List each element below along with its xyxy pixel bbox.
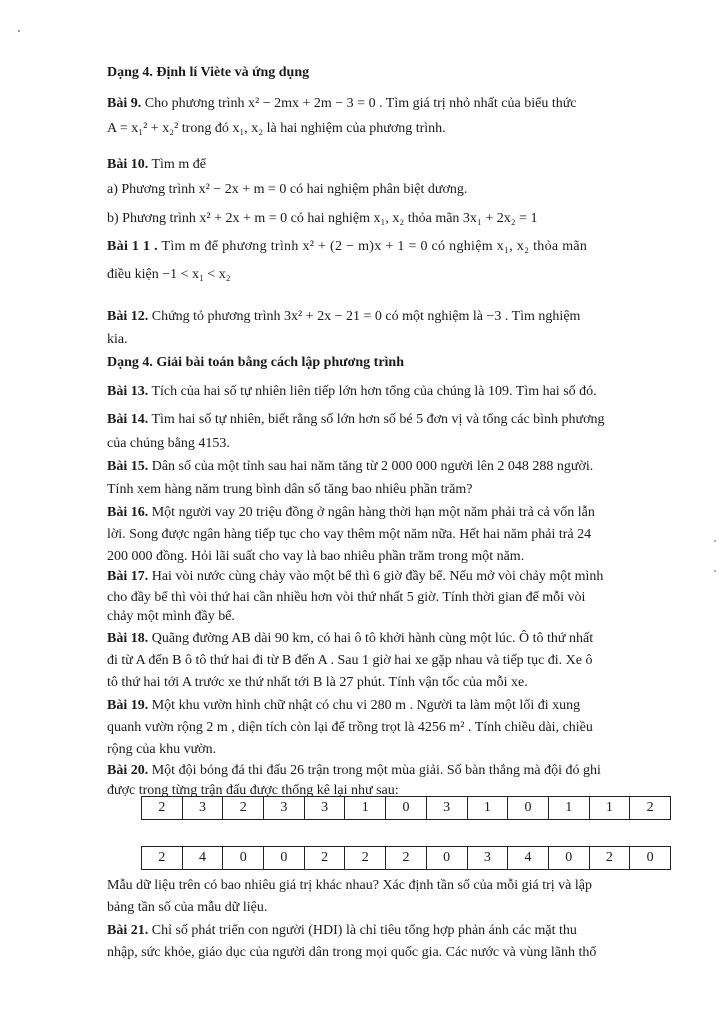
exercise-11-line-1 (107, 238, 587, 256)
table-cell: 2 (223, 797, 264, 820)
table-cell: 2 (630, 797, 671, 820)
exercise-text: Chứng tỏ phương trình 3x² + 2x − 21 = 0 có một nghiệm là −3 . Tìm nghiệm (148, 309, 581, 324)
exercise-10-part-b: b) Phương trình x² + 2x + m = 0 có hai nghiệm x₁, x₂ thỏa mãn 3x₁ + 2x₂ = 1 (107, 211, 538, 226)
table-cell: 3 (264, 797, 305, 820)
exercise-text: Một người vay 20 triệu đồng ở ngân hàng thời hạn một năm phải trả cả vốn lẫn (148, 505, 595, 520)
exercise-18-line-3: tô thứ hai tới A trước xe thứ nhất tới B là 27 phút. Tính vận tốc của mỗi xe. (107, 675, 528, 690)
exercise-15-line-2: Tính xem hàng năm trung bình dân số tăng bao nhiêu phần trăm? (107, 482, 473, 497)
exercise-12-line-2: kia. (107, 332, 128, 347)
table-row (142, 847, 671, 870)
exercise-20-line-2: được trong từng trận đấu được thống kê lại như sau: (107, 783, 399, 798)
exercise-label: Bài 18. (107, 631, 149, 646)
table-cell: 0 (630, 847, 671, 870)
table-cell: 3 (467, 847, 508, 870)
exercise-text: Quãng đường AB dài 90 km, có hai ô tô khởi hành cùng một lúc. Ô tô thứ nhất (148, 631, 594, 646)
exercise-text: Hai vòi nước cùng chảy vào một bể thì 6 giờ đầy bể. Nếu mở vòi chảy một mình (148, 569, 604, 584)
exercise-9-line-2: A = x₁² + x₂² trong đó x₁, x₂ là hai nghiệm của phương trình. (107, 121, 446, 136)
exercise-17-line-3: chảy một mình đầy bể. (107, 609, 235, 624)
exercise-11-line-2: điều kiện −1 < x₁ < x₂ (107, 267, 231, 282)
exercise-16-line-2: lời. Song được ngân hàng tiếp tục cho vay thêm một năm nữa. Hết hai năm phải trả 24 (107, 527, 592, 542)
exercise-label: Bài 1 1 . (107, 239, 158, 254)
exercise-19-line-3: rộng của khu vườn. (107, 742, 217, 757)
exercise-20-line-3: Mẫu dữ liệu trên có bao nhiêu giá trị khác nhau? Xác định tần số của mỗi giá trị và lập (107, 878, 592, 893)
exercise-text: Tìm m để (148, 157, 206, 172)
exercise-21-line-1 (107, 922, 577, 940)
table-cell: 2 (304, 847, 345, 870)
table-cell: 2 (345, 847, 386, 870)
section-heading-equations: Dạng 4. Giải bài toán bằng cách lập phương trình (107, 355, 405, 370)
exercise-15-line-1 (107, 458, 593, 476)
exercise-label: Bài 17. (107, 569, 149, 584)
table-row (142, 797, 671, 820)
table-cell: 0 (386, 797, 427, 820)
exercise-9-line-1 (107, 95, 577, 113)
scan-speck (18, 30, 20, 32)
scan-speck (714, 540, 716, 542)
exercise-18-line-1 (107, 630, 593, 648)
exercise-14-line-2: của chúng bằng 4153. (107, 436, 230, 451)
data-table-row-1 (141, 796, 671, 820)
exercise-12-line-1 (107, 308, 580, 326)
table-cell: 1 (548, 797, 589, 820)
exercise-14-line-1 (107, 411, 605, 429)
exercise-text: Cho phương trình x² − 2mx + 2m − 3 = 0 . Tìm giá trị nhỏ nhất của biểu thức (141, 96, 577, 111)
exercise-13-line-1 (107, 383, 597, 401)
exercise-text: Tìm hai số tự nhiên, biết rằng số lớn hơn số bé 5 đơn vị và tổng các bình phương (148, 412, 605, 427)
exercise-label: Bài 16. (107, 505, 149, 520)
scan-speck (714, 570, 716, 572)
table-cell: 0 (223, 847, 264, 870)
table-cell: 0 (426, 847, 467, 870)
exercise-label: Bài 9. (107, 96, 142, 111)
table-cell: 3 (304, 797, 345, 820)
exercise-label: Bài 12. (107, 309, 149, 324)
table-cell: 4 (182, 847, 223, 870)
exercise-label: Bài 21. (107, 923, 149, 938)
table-cell: 1 (345, 797, 386, 820)
table-cell: 2 (589, 847, 630, 870)
exercise-17-line-1 (107, 568, 603, 586)
table-cell: 1 (467, 797, 508, 820)
exercise-20-line-4: bảng tần số của mẫu dữ liệu. (107, 900, 268, 915)
exercise-16-line-1 (107, 504, 595, 522)
exercise-20-line-1 (107, 762, 601, 780)
exercise-21-line-2: nhập, sức khỏe, giáo dục của người dân trong mọi quốc gia. Các nước và vùng lãnh thổ (107, 945, 597, 960)
section-heading-viete: Dạng 4. Định lí Viète và ứng dụng (107, 65, 310, 80)
exercise-17-line-2: cho đầy bể thì vòi thứ hai cần nhiều hơn vòi thứ nhất 5 giờ. Tính thời gian để mỗi vòi (107, 590, 586, 605)
exercise-label: Bài 13. (107, 384, 149, 399)
exercise-10-part-a: a) Phương trình x² − 2x + m = 0 có hai nghiệm phân biệt dương. (107, 182, 468, 197)
table-cell: 1 (589, 797, 630, 820)
table-cell: 3 (182, 797, 223, 820)
exercise-text: Tìm m để phương trình x² + (2 − m)x + 1 = 0 có nghiệm x₁, x₂ thỏa mãn (157, 239, 588, 254)
table-cell: 2 (142, 797, 183, 820)
exercise-label: Bài 10. (107, 157, 149, 172)
exercise-10-line-1 (107, 156, 206, 174)
exercise-19-line-2: quanh vườn rộng 2 m , diện tích còn lại để trồng trọt là 4256 m² . Tính chiều dài, chiều (107, 720, 593, 735)
exercise-18-line-2: đi từ A đến B ô tô thứ hai đi từ B đến A . Sau 1 giờ hai xe gặp nhau và tiếp tục đi. Xe ô (107, 653, 593, 668)
table-cell: 4 (508, 847, 549, 870)
table-cell: 0 (548, 847, 589, 870)
table-cell: 3 (426, 797, 467, 820)
exercise-label: Bài 19. (107, 698, 149, 713)
table-cell: 0 (508, 797, 549, 820)
exercise-text: Dân số của một tỉnh sau hai năm tăng từ 2 000 000 người lên 2 048 288 người. (148, 459, 594, 474)
exercise-text: Chỉ số phát triển con người (HDI) là chỉ tiêu tổng hợp phản ánh các mặt thu (148, 923, 577, 938)
exercise-label: Bài 14. (107, 412, 149, 427)
exercise-16-line-3: 200 000 đồng. Hỏi lãi suất cho vay là bao nhiêu phần trăm trong một năm. (107, 549, 525, 564)
data-table-row-2 (141, 846, 671, 870)
table-cell: 2 (386, 847, 427, 870)
exercise-text: Một khu vườn hình chữ nhật có chu vi 280 m . Người ta làm một lối đi xung (148, 698, 581, 713)
exercise-text: Tích của hai số tự nhiên liên tiếp lớn hơn tổng của chúng là 109. Tìm hai số đó. (148, 384, 597, 399)
exercise-label: Bài 20. (107, 763, 149, 778)
table-cell: 2 (142, 847, 183, 870)
exercise-label: Bài 15. (107, 459, 149, 474)
exercise-19-line-1 (107, 697, 580, 715)
table-cell: 0 (264, 847, 305, 870)
exercise-text: Một đội bóng đá thi đấu 26 trận trong một mùa giải. Số bàn thắng mà đội đó ghi (148, 763, 601, 778)
